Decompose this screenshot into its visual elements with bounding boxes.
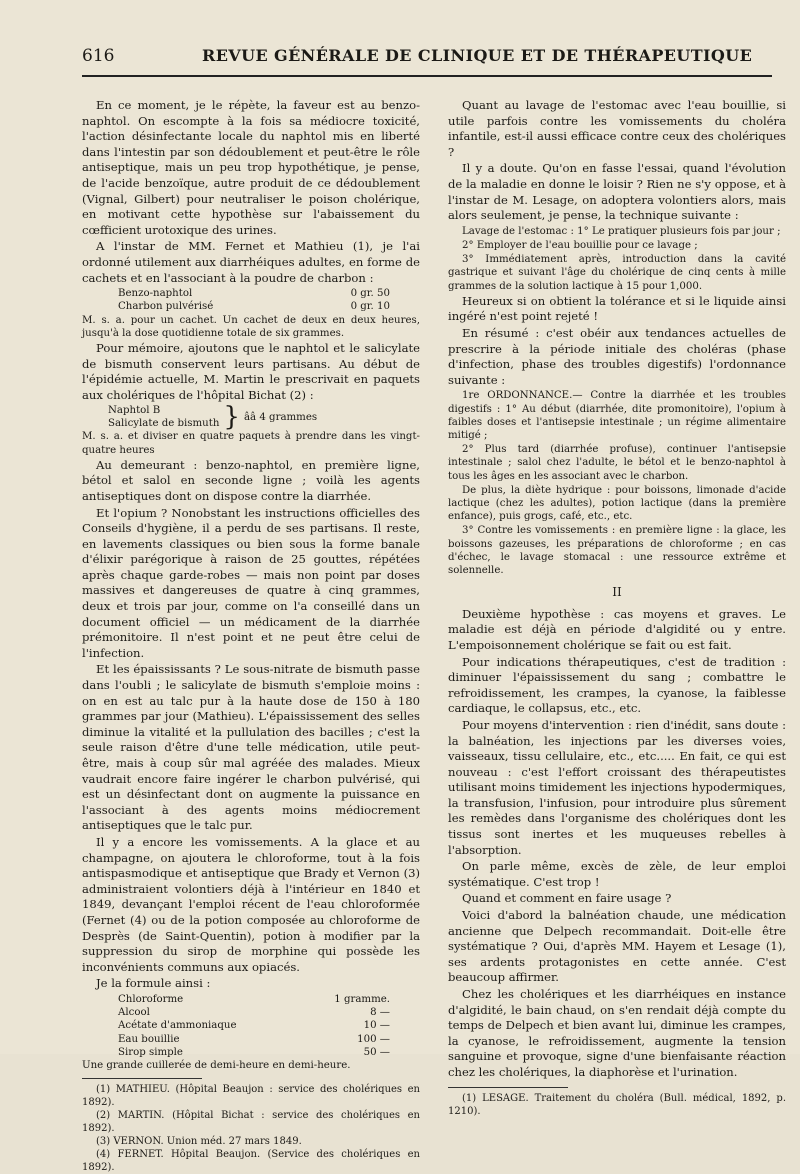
formula-line: Eau bouillie 100 — bbox=[118, 1033, 390, 1045]
ordonnance-item: 2° Plus tard (diarrhée profuse), continuer l'antisepsie intestinale ; salol chez l'adulte, le bétol et le benzo-naphtol à tous les âges en les associant avec le charbon. bbox=[448, 444, 786, 482]
paragraph: Quand et comment en faire usage ? bbox=[462, 891, 672, 906]
paragraph: Voici d'abord la balnéation chaude, une médication ancienne que Delpech recommandait. Doit-elle être systématique ? Oui, d'après MM. Hayem et Lesage (1), ses ardents protagonistes en cette année. C'est beaucoup affirmer. bbox=[448, 908, 786, 985]
paragraph: Heureux si on obtient la tolérance et si le liquide ainsi ingéré n'est point rejeté ! bbox=[448, 293, 786, 324]
formula-note: Une grande cuillerée de demi-heure en demi-heure. bbox=[82, 1059, 351, 1071]
paragraph: Deuxième hypothèse : cas moyens et graves. Le maladie est déjà en période d'algidité ou y entre. L'empoisonnement cholérique se fait ou est fait. bbox=[448, 606, 786, 652]
paragraph: Il y a doute. Qu'on en fasse l'essai, quand l'évolution de la maladie en donne le loisir ? Rien ne s'y oppose, et à l'instar de M. Lesage, on adoptera volontiers alors, mais alors seulement, je pense, la technique suivante : bbox=[448, 161, 786, 223]
paragraph: Pour mémoire, ajoutons que le naphtol et le salicylate de bismuth conservent leurs partisans. Au début de l'épidémie actuelle, M. Martin le prescrivait en paquets aux cholériques de l'hôpital Bichat (2) : bbox=[82, 340, 420, 402]
left-column bbox=[82, 98, 420, 1174]
footnote-rule bbox=[448, 1087, 568, 1088]
page-header bbox=[82, 44, 772, 72]
footnote-rule bbox=[82, 1078, 202, 1079]
paragraph: Et l'opium ? Nonobstant les instructions officielles des Conseils d'hygiène, il a perdu de ses partisans. Il reste, en lavements classiques ou bien sous la forme banale d'élixir parégorique à raison de 25 gouttes, répétées après chaque garde-robes — mais non point par doses massives et dangereuses de quatre à cinq grammes, deux et trois par jour, comme on l'a conseillé dans un document officiel — un médicament de la diarrhée prémonitoire. Il n'est point et ne peut être celui de l'infection. bbox=[82, 505, 420, 660]
footnote: (1) LESAGE. Traitement du choléra (Bull. médical, 1892, p. 1210). bbox=[448, 1092, 786, 1117]
ordonnance-item: 1re ORDONNANCE.— Contre la diarrhée et les troubles digestifs : 1° Au début (diarrhée, dite promonitoire), l'opium à faibles doses et l'antisepsie intestinale ; un régime alimentaire mitigé ; bbox=[448, 390, 786, 441]
footnote: (4) FERNET. Hôpital Beaujon. (Service des cholériques en 1892). bbox=[82, 1149, 420, 1174]
technique-step: 3° Immédiatement après, introduction dans la cavité gastrique et suivant l'âge du cholérique de cinq cents à mille grammes de la solution lactique à 15 pour 1,000. bbox=[448, 254, 786, 292]
formula-note: M. s. a. et diviser en quatre paquets à prendre dans les vingt-quatre heures bbox=[82, 431, 420, 456]
technique-step: 2° Employer de l'eau bouillie pour ce lavage ; bbox=[462, 239, 698, 251]
ordonnance-item: 3° Contre les vomissements : en première ligne : la glace, les boissons gazeuses, les préparations de chloroforme ; en cas d'échec, le lavage stomacal : une ressource extrême et solennelle. bbox=[448, 525, 786, 576]
header-rule bbox=[82, 75, 772, 77]
paragraph: A l'instar de MM. Fernet et Mathieu (1), je l'ai ordonné utilement aux diarrhéiques adultes, en forme de cachets et en l'associant à la poudre de charbon : bbox=[82, 239, 420, 285]
footnote: (1) MATHIEU. (Hôpital Beaujon : service des cholériques en 1892). bbox=[82, 1084, 420, 1109]
paragraph: Quant au lavage de l'estomac avec l'eau bouillie, si utile parfois contre les vomissements du choléra infantile, est-il aussi efficace contre ceux des cholériques ? bbox=[448, 98, 786, 159]
formula-line: Alcool 8 — bbox=[118, 1007, 390, 1019]
footnote: (3) VERNON. Union méd. 27 mars 1849. bbox=[96, 1136, 302, 1148]
paragraph: Pour indications thérapeutiques, c'est de tradition : diminuer l'épaississement du sang ; combattre le refroidissement, les crampes, la cyanose, la faiblesse cardiaque, le collapsus, etc., etc. bbox=[448, 654, 786, 716]
section-heading: II bbox=[612, 585, 622, 600]
paragraph: Au demeurant : benzo-naphtol, en première ligne, bétol et salol en seconde ligne ; voilà les agents antiseptiques dont on dispose contre la diarrhée. bbox=[82, 457, 420, 503]
formula-line: Acétate d'ammoniaque 10 — bbox=[118, 1020, 390, 1032]
paragraph: Il y a encore les vomissements. A la glace et au champagne, on ajoutera le chloroforme, tout à la fois antispasmodique et antiseptique que Brady et Vernon (3) administraient volontiers déjà à l'intérieur en 1840 et 1849, devançant l'emploi récent de l'eau chloroformée (Fernet (4) ou de la potion composée au chloroforme de Desprès (de Saint-Quentin), potion à modifier par la suppression du sirop de morphine qui possède les inconvénients communs aux opiacés. bbox=[82, 834, 420, 974]
paragraph: Je la formule ainsi : bbox=[96, 976, 211, 991]
paragraph: Chez les cholériques et les diarrhéiques en instance d'algidité, le bain chaud, on s'en rendait déjà compte du temps de Delpech et bien avant lui, diminue les crampes, la cyanose, le refroidissement, augmente la tension sanguine et provoque, signe d'une bienfaisante réaction chez les cholériques, la diaphorèse et l'urination. bbox=[448, 987, 786, 1079]
footnote: (2) MARTIN. (Hôpital Bichat : service des cholériques en 1892). bbox=[82, 1110, 420, 1135]
formula-line: Charbon pulvérisé 0 gr. 10 bbox=[118, 301, 390, 313]
paragraph: Et les épaississants ? Le sous-nitrate de bismuth passe dans l'oubli ; le salicylate de bismuth s'emploie moins : on en est au talc pur à la haute dose de 150 à 180 grammes par jour (Mathieu). L'épaississement des selles diminue la vitalité et la pullulation des bacilles ; c'est la seule raison d'être d'une telle médication, utile peut-être, mais à coup sûr mal agréée des malades. Mieux vaudrait encore faire ingérer le charbon pulvérisé, qui est un désinfectant dont on augmente la puissance en l'associant à des agents moins médiocrement antiseptiques que le talc pur. bbox=[82, 662, 420, 833]
running-title: REVUE GÉNÉRALE DE CLINIQUE ET DE THÉRAPEUTIQUE bbox=[202, 46, 753, 65]
paragraph: On parle même, excès de zèle, de leur emploi systématique. C'est trop ! bbox=[448, 859, 786, 889]
page-number: 616 bbox=[82, 46, 115, 66]
formula-line: Chloroforme 1 gramme. bbox=[118, 993, 390, 1005]
formula-line: Sirop simple 50 — bbox=[118, 1046, 390, 1058]
brace-glyph: } bbox=[223, 402, 240, 433]
paragraph: En ce moment, je le répète, la faveur est au benzo-naphtol. On escompte à la fois sa médiocre toxicité, l'action désinfectante locale du naphtol mis en liberté dans l'intestin par son dédoublement et peut-être le rôle antiseptique, mais un peu trop hypothétique, je pense, de l'acide benzoïque, autre produit de ce dédoublement (Vignal, Gilbert) pour neutraliser le poison cholérique, en motivant cette hypothèse sur l'abaissement du cœfficient urotoxique des urines. bbox=[82, 98, 420, 237]
ordonnance-item: De plus, la diète hydrique : pour boissons, limonade d'acide lactique (chez les adultes), potion lactique (dans la première enfance), puis grogs, café, etc., etc. bbox=[448, 484, 786, 523]
paragraph: En résumé : c'est obéir aux tendances actuelles de prescrire à la période initiale des choléras (phase d'infection, phase des troubles digestifs) l'ordonnance suivante : bbox=[448, 325, 786, 387]
paragraph: Pour moyens d'intervention : rien d'inédit, sans doute : la balnéation, les injections par les diverses voies, vaisseaux, tissu cellulaire, etc., etc..... En fait, ce qui est nouveau : c'est l'effort croissant des thérapeutistes utilisant moins timidement les injections hypodermiques, la transfusion, l'infusion, pour introduire plus sûrement les remèdes dans l'organisme des cholériques dont les tissus sont inertes et les muqueuses rebelles à l'absorption. bbox=[448, 717, 786, 857]
technique-step: Lavage de l'estomac : 1° Le pratiquer plusieurs fois par jour ; bbox=[462, 225, 781, 237]
right-column bbox=[448, 98, 786, 1117]
formula-note: M. s. a. pour un cachet. Un cachet de deux en deux heures, jusqu'à la dose quotidienne totale de six grammes. bbox=[82, 314, 420, 339]
formula-line: Benzo-naphtol 0 gr. 50 bbox=[118, 288, 390, 300]
formula-brace: Naphtol B Salicylate de bismuth } ââ 4 grammes bbox=[108, 402, 318, 433]
